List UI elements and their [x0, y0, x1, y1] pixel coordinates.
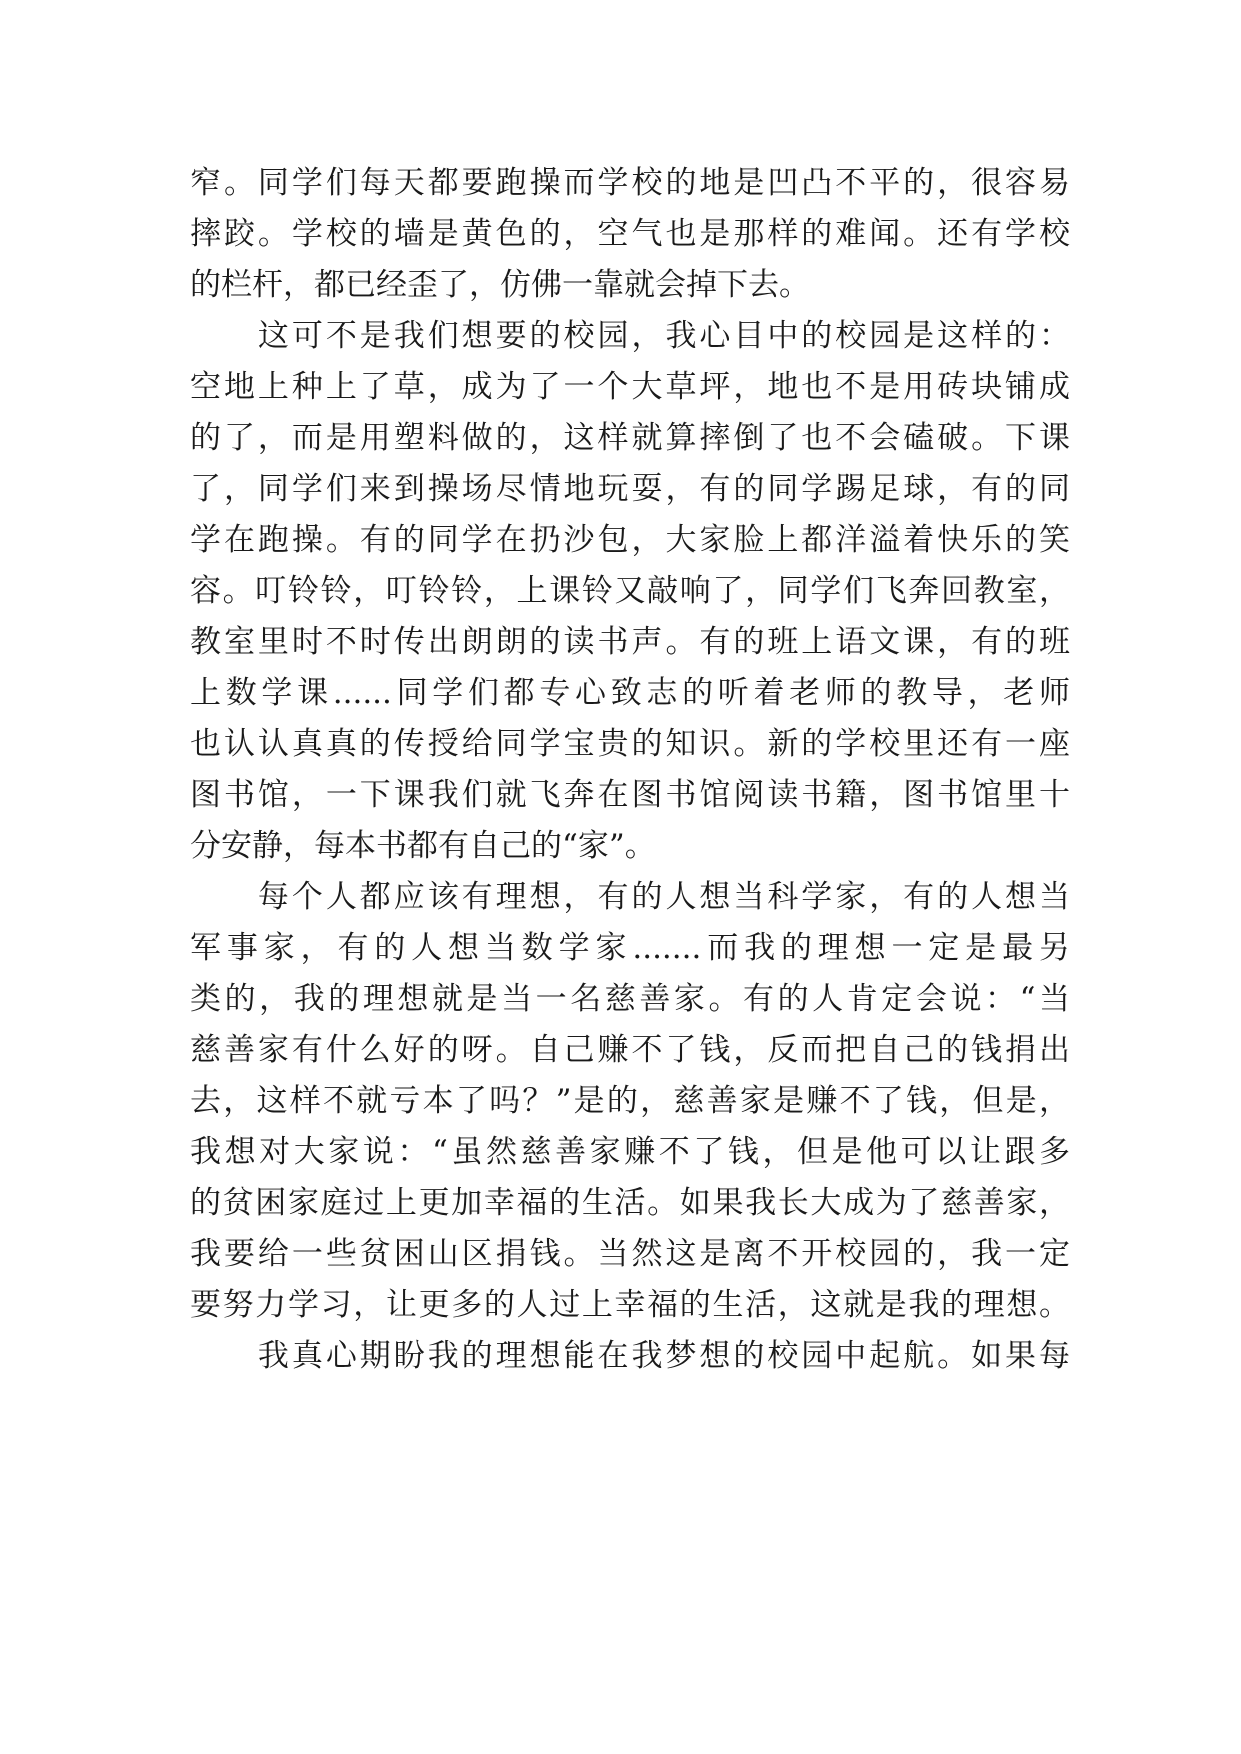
- text-line: 这可不是我们想要的校园，我心目中的校园是这样的：: [190, 318, 1070, 354]
- text-line: 要努力学习，让更多的人过上幸福的生活，这就是我的理想。: [190, 1287, 1070, 1323]
- text-line: 我想对大家说：“虽然慈善家赚不了钱，但是他可以让跟多: [190, 1134, 1070, 1170]
- document-body: [190, 158, 1070, 1382]
- text-line: 学在跑操。有的同学在扔沙包，大家脸上都洋溢着快乐的笑: [190, 522, 1070, 558]
- text-line: 我要给一些贫困山区捐钱。当然这是离不开校园的，我一定: [190, 1236, 1070, 1272]
- text-line: 摔跤。学校的墙是黄色的，空气也是那样的难闻。还有学校: [190, 216, 1070, 252]
- paragraph-4: [190, 1331, 1070, 1382]
- text-line: 教室里时不时传出朗朗的读书声。有的班上语文课，有的班: [190, 624, 1070, 660]
- paragraph-2: [190, 311, 1070, 872]
- paragraph-3: [190, 872, 1070, 1331]
- text-line: 空地上种上了草，成为了一个大草坪，地也不是用砖块铺成: [190, 369, 1070, 405]
- text-line: 图书馆，一下课我们就飞奔在图书馆阅读书籍，图书馆里十: [190, 777, 1070, 813]
- text-line: 类的，我的理想就是当一名慈善家。有的人肯定会说：“当: [190, 981, 1070, 1017]
- text-line: 的了，而是用塑料做的，这样就算摔倒了也不会磕破。下课: [190, 420, 1070, 456]
- text-line: 窄。同学们每天都要跑操而学校的地是凹凸不平的，很容易: [190, 165, 1070, 201]
- text-line: 慈善家有什么好的呀。自己赚不了钱，反而把自己的钱捐出: [190, 1032, 1070, 1068]
- text-line: 军事家，有的人想当数学家.......而我的理想一定是最另: [190, 930, 1070, 966]
- paragraph-1: [190, 158, 1070, 311]
- text-line: 也认认真真的传授给同学宝贵的知识。新的学校里还有一座: [190, 726, 1070, 762]
- text-line: 每个人都应该有理想，有的人想当科学家，有的人想当: [190, 879, 1070, 915]
- text-line: 去，这样不就亏本了吗？”是的，慈善家是赚不了钱，但是，: [190, 1083, 1070, 1119]
- text-line: 容。叮铃铃，叮铃铃，上课铃又敲响了，同学们飞奔回教室，: [190, 573, 1070, 609]
- text-line: 的栏杆，都已经歪了，仿佛一靠就会掉下去。: [190, 267, 810, 303]
- text-line: 上数学课......同学们都专心致志的听着老师的教导，老师: [190, 675, 1070, 711]
- text-line: 我真心期盼我的理想能在我梦想的校园中起航。如果每: [190, 1338, 1070, 1374]
- text-line: 了，同学们来到操场尽情地玩耍，有的同学踢足球，有的同: [190, 471, 1070, 507]
- text-line: 的贫困家庭过上更加幸福的生活。如果我长大成为了慈善家，: [190, 1185, 1070, 1221]
- text-line: 分安静，每本书都有自己的“家”。: [190, 828, 656, 864]
